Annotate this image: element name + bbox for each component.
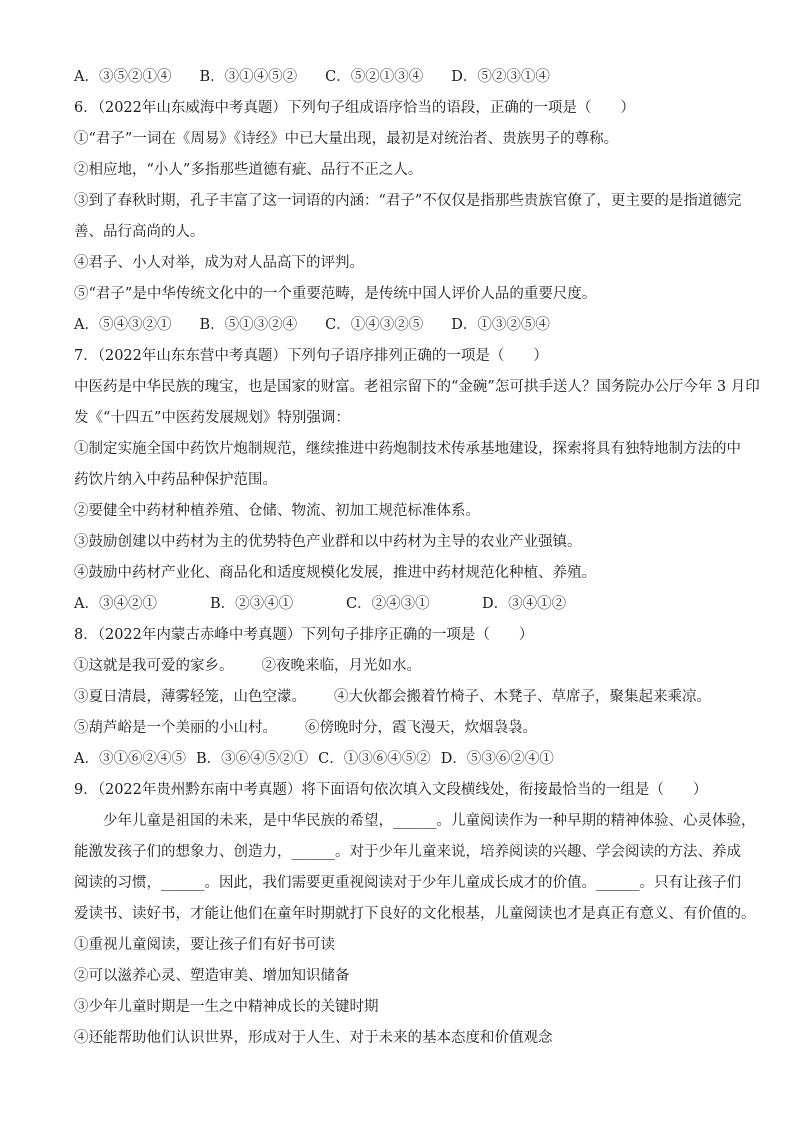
q7-sentence-3: ③鼓励创建以中药材为主的优势特色产业群和以中药材为主导的农业产业强镇。 [74, 534, 582, 550]
q8-option-b: B．③⑥④⑤②① [195, 751, 309, 767]
q8-row-3 [74, 713, 724, 744]
q8-sentence-6: ⑥傍晚时分，霞飞漫天，炊烟袅袅。 [305, 720, 537, 736]
q8-stem: 8．（2022年内蒙古赤峰中考真题）下列句子排序正确的一项是（ ） [74, 627, 534, 643]
q6-option-c: C．①④③②⑤ [325, 317, 424, 333]
q9-sentence-4: ④还能帮助他们认识世界，形成对于人生、对于未来的基本态度和价值观念 [74, 1030, 553, 1046]
q7-option-d: D．③④①② [482, 596, 567, 612]
q9-passage-line-2: 能激发孩子们的想象力、创造力，______。对于少年儿童来说，培养阅读的兴趣、学会阅读的方法、养成 [74, 844, 741, 860]
q9-passage-line-4: 爱读书、读好书，才能让他们在童年时期就打下良好的文化根基，儿童阅读也才是真正有意义、有价值的。 [74, 906, 756, 922]
q6-sentence-2: ②相应地，“小人”多指那些道德有疵、品行不正之人。 [74, 162, 423, 178]
q5-option-c: C．⑤②①③④ [325, 69, 424, 85]
q6-sentence-3: ③到了春秋时期，孔子丰富了这一词语的内涵：“君子”不仅仅是指那些贵族官僚了，更主要的是指道德完 [74, 193, 742, 209]
q7-option-b: B．②③④① [210, 596, 294, 612]
q5-option-d: D．⑤②③①④ [451, 69, 550, 85]
q8-row-1 [74, 651, 724, 682]
q5-option-a: A．③⑤②①④ [74, 69, 172, 85]
q8-sentence-5: ⑤葫芦峪是一个美丽的小山村。 [74, 720, 277, 736]
q8-option-d: D．⑤③⑥②④① [440, 751, 554, 767]
q6-options [74, 310, 724, 341]
q7-options [74, 589, 724, 620]
q6-option-d: D．①③②⑤④ [451, 317, 550, 333]
q8-sentence-2: ②夜晚来临，月光如水。 [261, 658, 421, 674]
q8-sentence-1: ①这就是我可爱的家乡。 [74, 658, 234, 674]
q8-options [74, 744, 724, 775]
q7-sentence-1-cont: 药饮片纳入中药品种保护范围。 [74, 472, 277, 488]
q8-option-a: A．③①⑥②④⑤ [74, 751, 186, 767]
q9-sentence-1: ①重视儿童阅读，要让孩子们有好书可读 [74, 937, 335, 953]
q9-passage-line-3: 阅读的习惯，______。因此，我们需要更重视阅读对于少年儿童成长成才的价值。______。只有让孩子们 [74, 875, 741, 891]
q9-sentence-2: ②可以滋养心灵、塑造审美、增加知识储备 [74, 968, 350, 984]
q7-intro: 中医药是中华民族的瑰宝，也是国家的财富。老祖宗留下的“金碗”怎可拱手送人？国务院办公厅今年 3 月印 [74, 379, 760, 395]
q8-sentence-3: ③夏日清晨，薄雾轻笼，山色空濛。 [74, 689, 306, 705]
q7-stem: 7．（2022年山东东营中考真题）下列句子语序排列正确的一项是（ ） [74, 348, 548, 364]
q6-option-a: A．⑤④③②① [74, 317, 172, 333]
q8-sentence-4: ④大伙都会搬着竹椅子、木凳子、草席子，聚集起来乘凉。 [334, 689, 711, 705]
q5-options [74, 62, 724, 93]
q6-sentence-4: ④君子、小人对举，成为对人品高下的评判。 [74, 255, 364, 271]
q7-intro-cont: 发《“十四五”中医药发展规划》特别强调： [74, 410, 350, 426]
q8-option-c: C．①③⑥④⑤② [318, 751, 431, 767]
q9-sentence-3: ③少年儿童时期是一生之中精神成长的关键时期 [74, 999, 379, 1015]
q6-sentence-1: ①“君子”一词在《周易》《诗经》中已大量出现，最初是对统治者、贵族男子的尊称。 [74, 131, 619, 147]
q6-sentence-3-cont: 善、品行高尚的人。 [74, 224, 205, 240]
q7-option-a: A．③④②① [74, 596, 157, 612]
q7-sentence-2: ②要健全中药材种植养殖、仓储、物流、初加工规范标准体系。 [74, 503, 480, 519]
q7-option-c: C．②④③① [346, 596, 430, 612]
q8-row-2 [74, 682, 724, 713]
q7-sentence-4: ④鼓励中药材产业化、商品化和适度规模化发展，推进中药材规范化种植、养殖。 [74, 565, 596, 581]
q9-passage-line-1: 少年儿童是祖国的未来，是中华民族的希望，______。儿童阅读作为一种早期的精神体验、心灵体验， [103, 813, 756, 829]
q6-option-b: B．⑤①③②④ [199, 317, 298, 333]
q6-sentence-5: ⑤“君子”是中华传统文化中的一个重要范畴，是传统中国人评价人品的重要尺度。 [74, 286, 597, 302]
q9-stem: 9．（2022年贵州黔东南中考真题）将下面语句依次填入文段横线处，衔接最恰当的一组是（ ） [74, 782, 708, 798]
q5-option-b: B．③①④⑤② [199, 69, 298, 85]
q7-sentence-1: ①制定实施全国中药饮片炮制规范，继续推进中药炮制技术传承基地建设，探索将具有独特地制方法的中 [74, 441, 741, 457]
q6-stem: 6．（2022年山东威海中考真题）下列句子组成语序恰当的语段，正确的一项是（ ） [74, 100, 635, 116]
